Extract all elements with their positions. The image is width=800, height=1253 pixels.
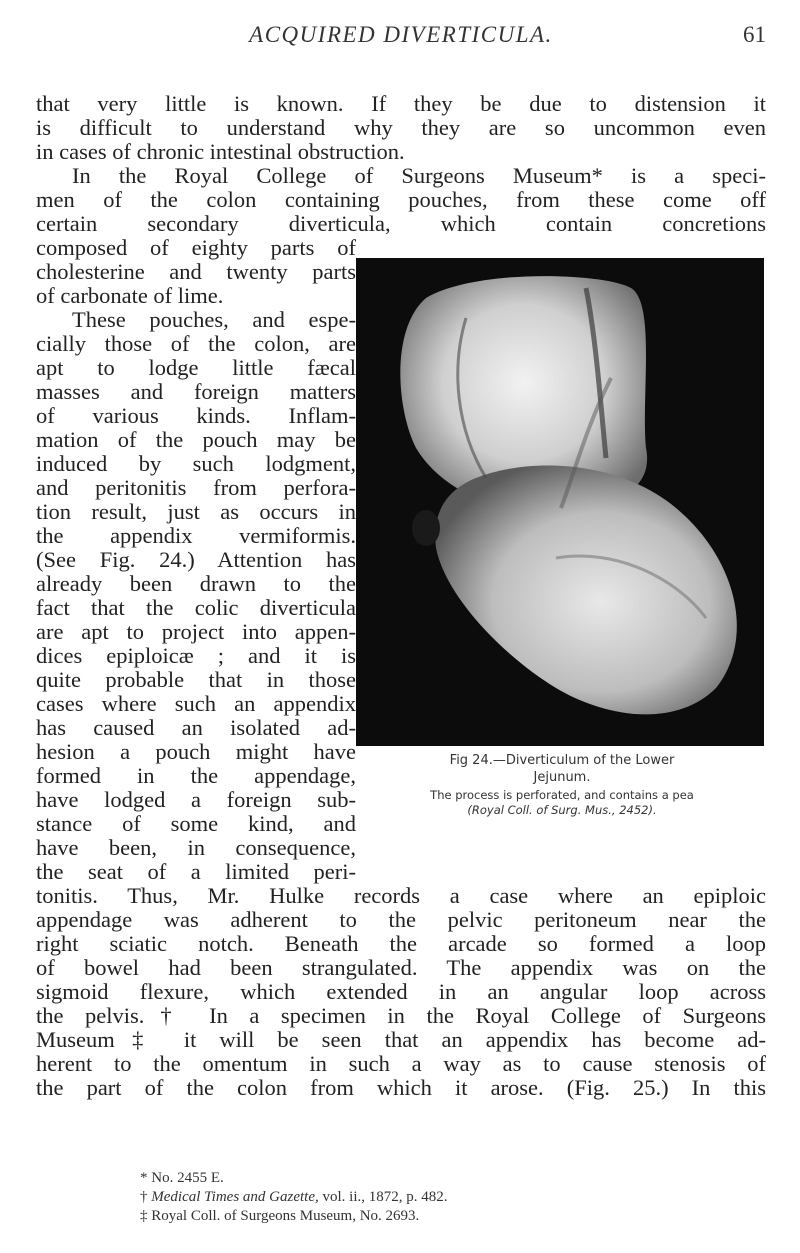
figure-jejunum-photo xyxy=(356,258,764,746)
text-line: certain secondary diverticula, which contain concretions xyxy=(36,211,766,236)
text-line: In the Royal College of Surgeons Museum* is a speci- xyxy=(72,163,766,188)
text-line: men of the colon containing pouches, from these come off xyxy=(36,187,766,212)
text-line: fact that the colic diverticula xyxy=(36,595,356,620)
caption-title-line: Fig 24.—Diverticulum of the Lower xyxy=(449,753,675,768)
text-line: cially those of the colon, are xyxy=(36,331,356,356)
footnote-mark: † xyxy=(140,1189,152,1205)
text-line: mation of the pouch may be xyxy=(36,427,356,452)
perforation-mark xyxy=(412,510,440,546)
figure-caption xyxy=(362,752,762,818)
footnote-journal: Medical Times and Gazette, xyxy=(151,1189,319,1205)
text-line: already been drawn to the xyxy=(36,571,356,596)
text-line: composed of eighty parts of xyxy=(36,235,356,260)
text-line: right sciatic notch. Beneath the arcade so formed a loop xyxy=(36,931,766,956)
text-line: of bowel had been strangulated. The appendix was on the xyxy=(36,955,766,980)
text-line: and peritonitis from perfora- xyxy=(36,475,356,500)
footnote: * No. 2455 E. xyxy=(140,1170,224,1186)
running-title: ACQUIRED DIVERTICULA. xyxy=(249,22,553,47)
text-line: sigmoid flexure, which extended in an angular loop across xyxy=(36,979,766,1004)
text-line: appendage was adherent to the pelvic peritoneum near the xyxy=(36,907,766,932)
text-line: in cases of chronic intestinal obstruction. xyxy=(36,139,405,164)
footnote: ‡ Royal Coll. of Surgeons Museum, No. 2693. xyxy=(140,1208,420,1224)
text-line: quite probable that in those xyxy=(36,667,356,692)
page-number: 61 xyxy=(743,22,766,47)
text-line: (See Fig. 24.) Attention has xyxy=(36,547,356,572)
text-line: have lodged a foreign sub- xyxy=(36,787,356,812)
caption-body-line: The process is perforated, and contains a pea xyxy=(430,788,694,802)
text-line: hesion a pouch might have xyxy=(36,739,356,764)
text-line: of carbonate of lime. xyxy=(36,283,224,308)
text-line: cholesterine and twenty parts xyxy=(36,259,356,284)
text-line: masses and foreign matters xyxy=(36,379,356,404)
running-head xyxy=(36,22,766,58)
text-line: have been, in consequence, xyxy=(36,835,356,860)
footnote xyxy=(140,1188,740,1207)
diverticulum-photo-illustration xyxy=(356,258,764,746)
text-line: are apt to project into appen- xyxy=(36,619,356,644)
text-line: herent to the omentum in such a way as to cause stenosis of xyxy=(36,1051,766,1076)
text-line: that very little is known. If they be due to distension it xyxy=(36,91,766,116)
text-line: induced by such lodgment, xyxy=(36,451,356,476)
caption-title-line: Jejunum. xyxy=(533,770,591,785)
text-line: of various kinds. Inflam- xyxy=(36,403,356,428)
text-line: stance of some kind, and xyxy=(36,811,356,836)
text-line: tion result, just as occurs in xyxy=(36,499,356,524)
text-line: dices epiploicæ ; and it is xyxy=(36,643,356,668)
text-line: These pouches, and espe- xyxy=(72,307,356,332)
text-line: Museum‡ it will be seen that an appendix has become ad- xyxy=(36,1027,766,1052)
text-line: tonitis. Thus, Mr. Hulke records a case where an epiploic xyxy=(36,883,766,908)
footnotes xyxy=(140,1169,740,1226)
text-line: is difficult to understand why they are so uncommon even xyxy=(36,115,766,140)
text-line: the appendix vermiformis. xyxy=(36,523,356,548)
text-line: cases where such an appendix xyxy=(36,691,356,716)
footnote-citation: vol. ii., 1872, p. 482. xyxy=(318,1189,448,1205)
text-line: formed in the appendage, xyxy=(36,763,356,788)
text-line: the pelvis.† In a specimen in the Royal College of Surgeons xyxy=(36,1003,766,1028)
text-line: the part of the colon from which it arose. (Fig. 25.) In this xyxy=(36,1075,766,1100)
text-line: the seat of a limited peri- xyxy=(36,859,356,884)
text-line: has caused an isolated ad- xyxy=(36,715,356,740)
caption-source-line: (Royal Coll. of Surg. Mus., 2452). xyxy=(467,803,657,817)
text-line: apt to lodge little fæcal xyxy=(36,355,356,380)
